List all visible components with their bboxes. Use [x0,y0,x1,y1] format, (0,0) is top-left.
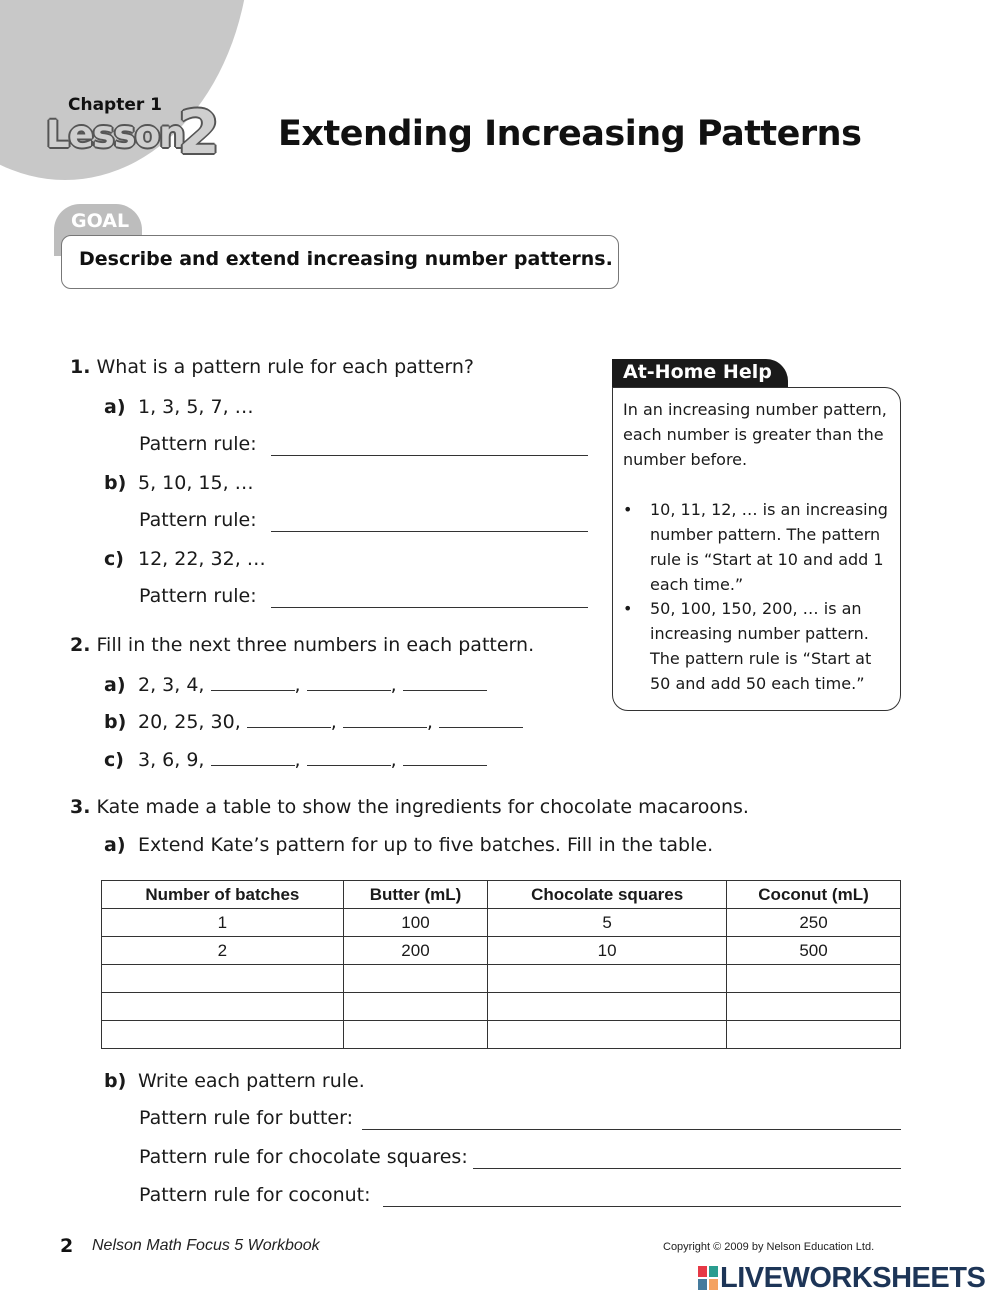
q1a-text: 1, 3, 5, 7, … [138,396,254,418]
goal-label: GOAL [71,210,130,232]
table-cell: 100 [343,909,487,937]
q1a-letter: a) [104,396,126,418]
q1a-rule-label: Pattern rule: [139,433,257,455]
table-cell-input[interactable] [102,1021,344,1049]
q2b-blank-3[interactable] [439,710,523,728]
q2-text: Fill in the next three numbers in each pattern. [96,634,535,656]
table-row [102,993,901,1021]
help-intro: In an increasing number pattern, each number is greater than the number before. [623,400,887,469]
rule-butter-line[interactable] [362,1129,901,1130]
table-row [102,909,901,937]
q1-text: What is a pattern rule for each pattern? [96,356,474,378]
q2a-blank-1[interactable] [211,673,295,691]
help-bullet-1-text: 10, 11, 12, … is an increasing number pattern. The pattern rule is “Start at 10 and add 1 each time.” [650,500,888,594]
table-cell-input[interactable] [488,965,727,993]
ingredients-table [101,880,901,1049]
bullet-icon: • [623,500,633,519]
q2c-blank-1[interactable] [211,748,295,766]
q2a-letter: a) [104,674,126,696]
page-number: 2 [60,1235,74,1257]
rule-chocolate-label: Pattern rule for chocolate squares: [139,1146,468,1168]
q1-prompt [70,356,474,378]
q2-number: 2. [70,634,91,656]
rule-chocolate-line[interactable] [473,1168,901,1169]
goal-text: Describe and extend increasing number patterns. [79,248,613,270]
rule-butter-label: Pattern rule for butter: [139,1107,353,1129]
table-header-row [102,881,901,909]
q1c-rule-label: Pattern rule: [139,585,257,607]
header-coconut: Coconut (mL) [727,881,901,909]
table-cell: 500 [727,937,901,965]
table-cell-input[interactable] [102,965,344,993]
table-cell-input[interactable] [343,965,487,993]
q2a-text: 2, 3, 4, [138,674,205,696]
q1b-text: 5, 10, 15, … [138,472,254,494]
liveworksheets-watermark[interactable]: LIVEWORKSHEETS [720,1262,986,1294]
rule-coconut-label: Pattern rule for coconut: [139,1184,371,1206]
q1c-text: 12, 22, 32, … [138,548,266,570]
q2a-blank-3[interactable] [403,673,487,691]
q2c-text: 3, 6, 9, [138,749,205,771]
q3b-letter: b) [104,1070,127,1092]
q1c-letter: c) [104,548,124,570]
q1c-sequence [104,548,266,570]
q2a-blank-2[interactable] [307,673,391,691]
bullet-icon: • [623,599,633,618]
q2b-blank-2[interactable] [343,710,427,728]
help-bullet-2-text: 50, 100, 150, 200, … is an increasing number pattern. The pattern rule is “Start at 50 and add 50 each time.” [650,599,872,693]
table-row [102,1021,901,1049]
book-title: Nelson Math Focus 5 Workbook [92,1237,320,1254]
page-title: Extending Increasing Patterns [278,114,862,154]
table-row [102,937,901,965]
table-cell: 5 [488,909,727,937]
table-cell-input[interactable] [343,1021,487,1049]
q3-text: Kate made a table to show the ingredients for chocolate macaroons. [96,796,749,818]
q2b-letter: b) [104,711,127,733]
table-cell-input[interactable] [343,993,487,1021]
q3a-letter: a) [104,834,126,856]
q2b-text: 20, 25, 30, [138,711,241,733]
q2-prompt [70,634,534,656]
table-cell: 250 [727,909,901,937]
q3-prompt [70,796,749,818]
table-cell: 200 [343,937,487,965]
q3-number: 3. [70,796,91,818]
q2c-blank-2[interactable] [307,748,391,766]
table-row [102,965,901,993]
table-cell-input[interactable] [727,993,901,1021]
help-title: At-Home Help [623,361,772,383]
header-batches: Number of batches [102,881,344,909]
table-cell-input[interactable] [102,993,344,1021]
q1c-answer-line[interactable] [271,607,588,608]
table-cell-input[interactable] [488,993,727,1021]
q1b-rule-label: Pattern rule: [139,509,257,531]
table-cell-input[interactable] [727,1021,901,1049]
lesson-label: Lesson [46,113,185,156]
q2b-blank-1[interactable] [247,710,331,728]
q1a-answer-line[interactable] [271,455,588,456]
q2b-row: b) 20, 25, 30, , , [104,710,523,733]
q2c-letter: c) [104,749,124,771]
lesson-number: 2 [178,98,220,168]
q3b-text: Write each pattern rule. [138,1070,365,1092]
q3a-text: Extend Kate’s pattern for up to five batches. Fill in the table. [138,834,714,856]
q1b-sequence [104,472,254,494]
table-cell-input[interactable] [727,965,901,993]
table-cell-input[interactable] [488,1021,727,1049]
copyright: Copyright © 2009 by Nelson Education Ltd. [663,1241,875,1253]
q2a-row: a) 2, 3, 4, , , [104,673,487,696]
chapter-label: Chapter 1 [68,95,163,115]
table-cell: 10 [488,937,727,965]
liveworksheets-logo-icon [698,1266,718,1290]
q2c-blank-3[interactable] [403,748,487,766]
table-cell: 2 [102,937,344,965]
header-chocolate: Chocolate squares [488,881,727,909]
q1b-letter: b) [104,472,127,494]
q2c-row: c) 3, 6, 9, , , [104,748,487,771]
rule-coconut-line[interactable] [383,1206,901,1207]
q1b-answer-line[interactable] [271,531,588,532]
q1a-sequence [104,396,254,418]
header-butter: Butter (mL) [343,881,487,909]
q3b-instruction [104,1070,365,1092]
table-cell: 1 [102,909,344,937]
q1-number: 1. [70,356,91,378]
q3a-instruction [104,834,713,856]
